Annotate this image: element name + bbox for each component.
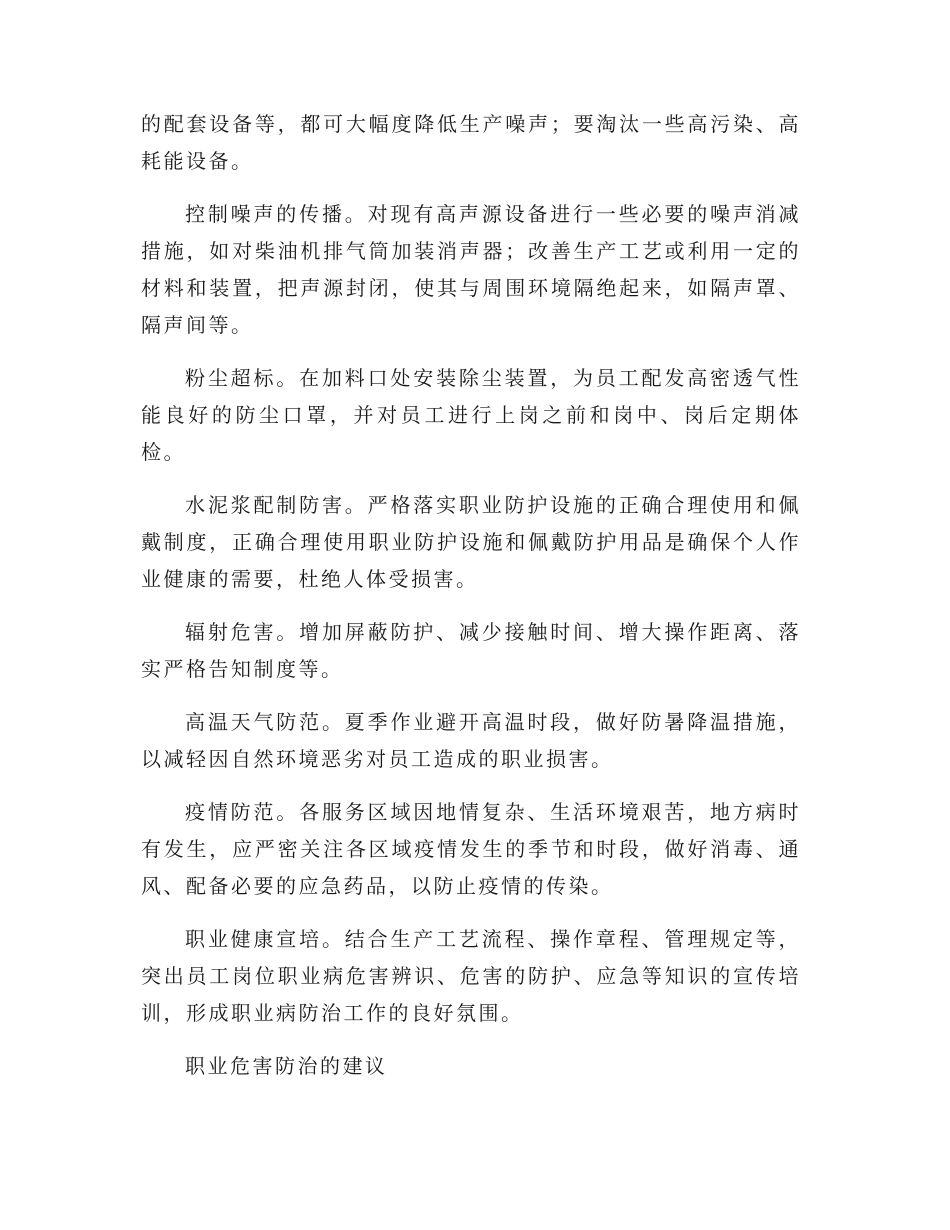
document-page [141,106,801,1101]
paragraph-cement-slurry: 水泥浆配制防害。严格落实职业防护设施的正确合理使用和佩戴制度，正确合理使用职业防护设施和佩戴防护用品是确保个人作业健康的需要，杜绝人体受损害。 [141,493,801,591]
paragraph-noise-propagation: 控制噪声的传播。对现有高声源设备进行一些必要的噪声消减措施，如对柴油机排气筒加装消声器；改善生产工艺或利用一定的材料和装置，把声源封闭，使其与周围环境隔绝起来，如隔声罩、隔声间等。 [141,202,801,337]
paragraph-radiation: 辐射危害。增加屏蔽防护、减少接触时间、增大操作距离、落实严格告知制度等。 [141,620,801,681]
paragraph-health-training: 职业健康宣培。结合生产工艺流程、操作章程、管理规定等，突出员工岗位职业病危害辨识、危害的防护、应急等知识的宣传培训，形成职业病防治工作的良好氛围。 [141,927,801,1025]
section-heading-recommendations: 职业危害防治的建议 [185,1054,388,1078]
paragraph-high-temperature: 高温天气防范。夏季作业避开高温时段，做好防暑降温措施，以减轻因自然环境恶劣对员工造成的职业损害。 [141,710,801,771]
paragraph-dust: 粉尘超标。在加料口处安装除尘装置，为员工配发高密透气性能良好的防尘口罩，并对员工进行上岗之前和岗中、岗后定期体检。 [141,366,801,464]
paragraph-epidemic: 疫情防范。各服务区域因地情复杂、生活环境艰苦，地方病时有发生，应严密关注各区域疫情发生的季节和时段，做好消毒、通风、配备必要的应急药品，以防止疫情的传染。 [141,800,801,898]
paragraph-equipment-noise: 的配套设备等，都可大幅度降低生产噪声；要淘汰一些高污染、高耗能设备。 [141,112,801,173]
